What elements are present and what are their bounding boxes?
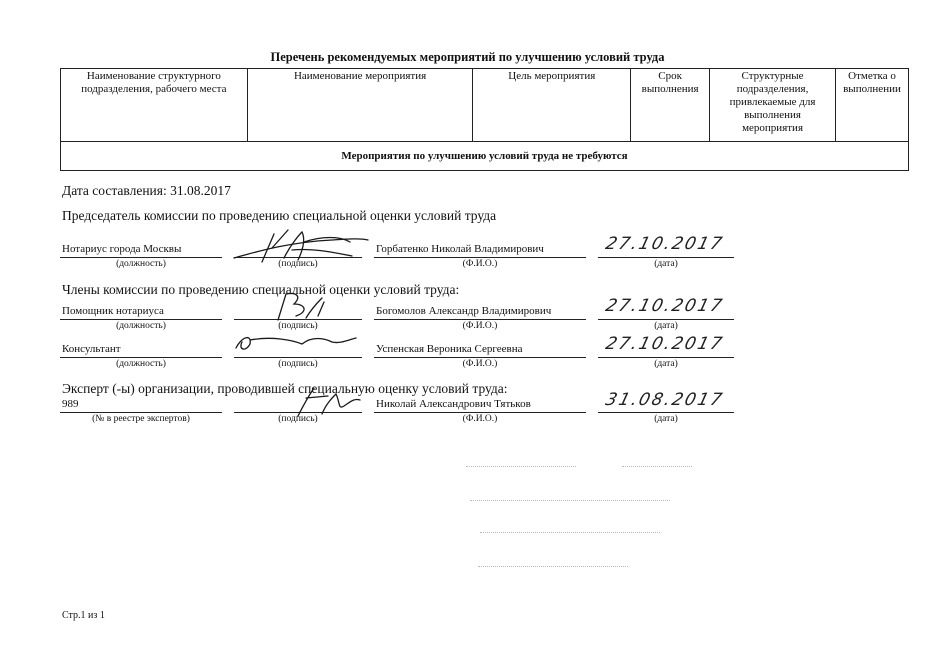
date-caption: (дата)	[654, 259, 678, 269]
position-line	[60, 257, 222, 258]
fio-caption: (Ф.И.О.)	[462, 414, 498, 424]
date-line	[598, 319, 734, 320]
signature-caption: (подпись)	[278, 359, 318, 369]
page-number: Стр.1 из 1	[62, 610, 105, 621]
member-position: Помощник нотариуса	[62, 305, 164, 317]
column-header: Отметка о выполнении	[835, 69, 908, 142]
registry-line	[60, 412, 222, 413]
chairman-heading: Председатель комиссии по проведению специальной оценки условий труда	[62, 208, 497, 223]
members-heading: Члены комиссии по проведению специальной оценки условий труда:	[62, 282, 460, 297]
chairman-date: 27.10.2017	[603, 234, 726, 254]
position-line	[60, 357, 222, 358]
name-line	[374, 412, 586, 413]
column-header: Наименование мероприятия	[247, 69, 473, 142]
name-line	[374, 319, 586, 320]
chairman-name: Горбатенко Николай Владимирович	[376, 243, 544, 255]
scan-smudge	[470, 500, 670, 502]
member-date: 27.10.2017	[603, 296, 726, 316]
scan-smudge	[466, 466, 576, 468]
fio-caption: (Ф.И.О.)	[462, 359, 498, 369]
signature-caption: (подпись)	[278, 414, 318, 424]
column-header: Наименование структурного подразделения, рабочего места	[61, 69, 248, 142]
position-caption: (должность)	[116, 359, 166, 369]
expert-heading: Эксперт (-ы) организации, проводившей специальную оценку условий труда:	[62, 381, 508, 396]
name-line	[374, 357, 586, 358]
member-signature	[266, 290, 336, 324]
column-header: Цель мероприятия	[473, 69, 631, 142]
expert-name: Николай Александрович Тятьков	[376, 398, 531, 410]
expert-date: 31.08.2017	[603, 390, 726, 410]
chairman-signature	[232, 228, 372, 268]
position-line	[60, 319, 222, 320]
member-name: Успенская Вероника Сергеевна	[376, 343, 523, 355]
scan-smudge	[622, 466, 692, 468]
date-caption: (дата)	[654, 414, 678, 424]
member-signature	[232, 330, 362, 356]
date-line	[598, 257, 734, 258]
table-header-row	[61, 69, 909, 142]
page-title: Перечень рекомендуемых мероприятий по улучшению условий труда	[270, 50, 665, 64]
column-header: Срок выполнения	[631, 69, 710, 142]
scan-smudge	[480, 532, 660, 534]
expert-registry-number: 989	[62, 398, 79, 410]
signature-line	[234, 357, 362, 358]
signature-caption: (подпись)	[278, 259, 318, 269]
date-line	[598, 357, 734, 358]
name-line	[374, 257, 586, 258]
chairman-position: Нотариус города Москвы	[62, 243, 182, 255]
fio-caption: (Ф.И.О.)	[462, 321, 498, 331]
date-caption: (дата)	[654, 359, 678, 369]
compilation-date: Дата составления: 31.08.2017	[62, 183, 231, 198]
position-caption: (должность)	[116, 259, 166, 269]
column-header: Структурные подразделения, привлекаемые для выполнения мероприятия	[710, 69, 836, 142]
member-name: Богомолов Александр Владимирович	[376, 305, 552, 317]
date-caption: (дата)	[654, 321, 678, 331]
table-row	[61, 142, 909, 171]
member-position: Консультант	[62, 343, 121, 355]
fio-caption: (Ф.И.О.)	[462, 259, 498, 269]
measures-table	[60, 68, 909, 171]
date-line	[598, 412, 734, 413]
scan-smudge	[478, 566, 628, 568]
expert-signature	[288, 384, 368, 420]
no-measures-note: Мероприятия по улучшению условий труда не требуются	[61, 142, 909, 171]
registry-caption: (№ в реестре экспертов)	[92, 414, 190, 424]
position-caption: (должность)	[116, 321, 166, 331]
signature-caption: (подпись)	[278, 321, 318, 331]
member-date: 27.10.2017	[603, 334, 726, 354]
